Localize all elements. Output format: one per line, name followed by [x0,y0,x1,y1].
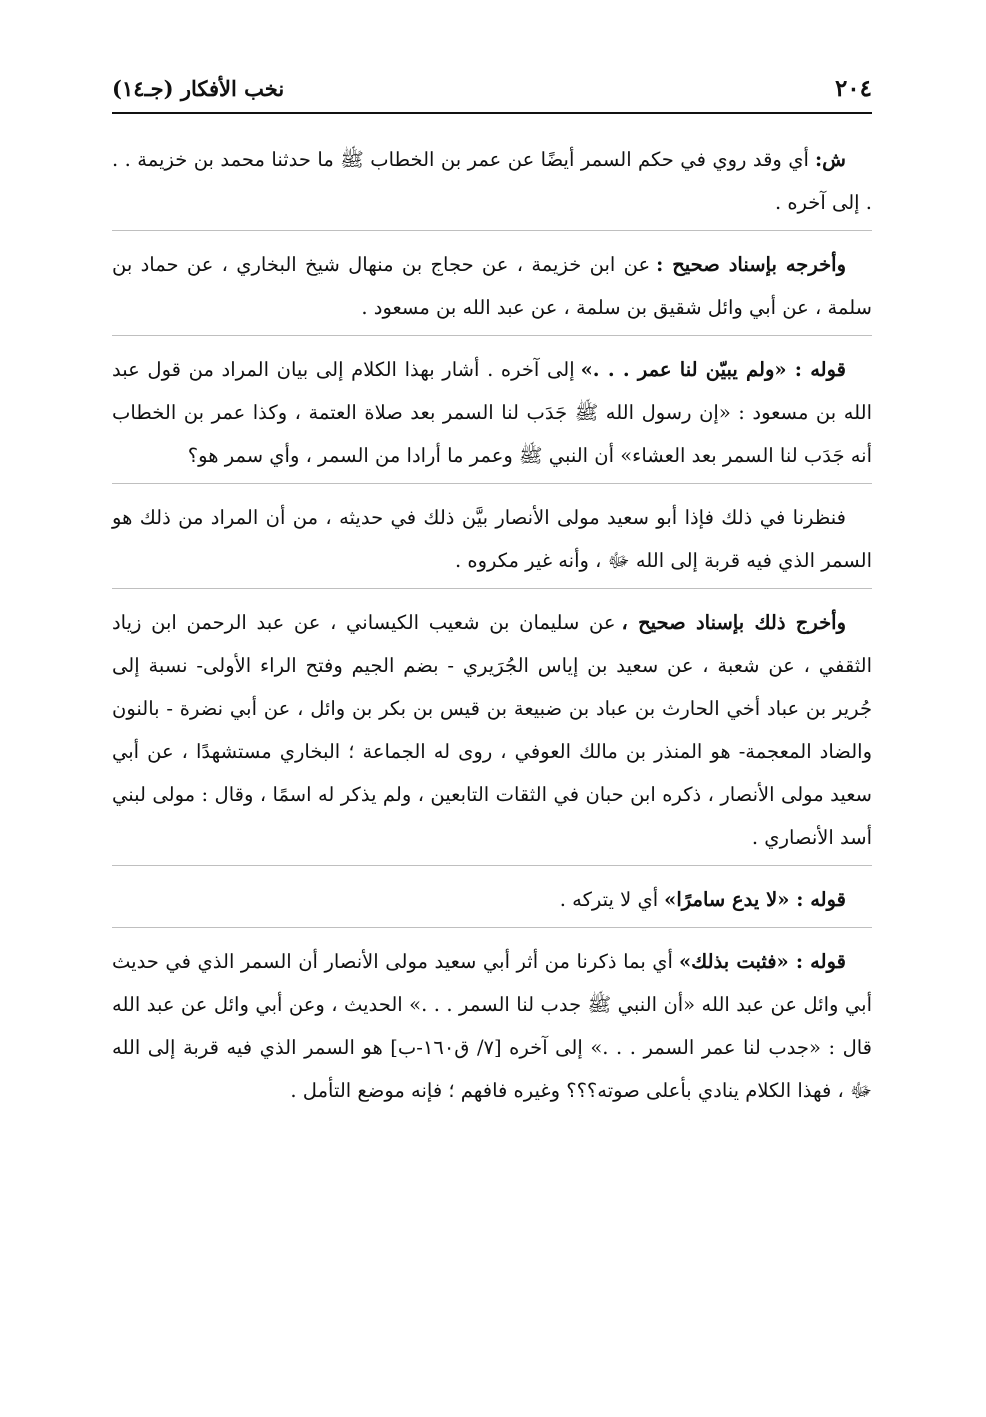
paragraph-text: عن سليمان بن شعيب الكيساني ، عن عبد الرحمن ابن زياد الثقفي ، عن شعبة ، عن سعيد بن إياس الجُرَيري - بضم الجيم وفتح الراء الأولى- نسبة إلى جُرير بن عباد أخي الحارث بن عباد بن ضبيعة بن قيس بن بكر بن وائل ، عن أبي نضرة - بالنون والضاد المعجمة- هو المنذر بن مالك العوفي ، روى له الجماعة ؛ البخاري مستشهدًا ، عن أبي سعيد مولى الأنصار ، ذكره ابن حبان في الثقات التابعين ، ولم يذكر له اسمًا ، وقال : مولى لبني أسد الأنصاري . [112,611,872,849]
paragraph-lead: ش: [814,148,846,171]
paragraph-la-yada [112,866,872,928]
paragraph-text: فنظرنا في ذلك فإذا أبو سعيد مولى الأنصار بيَّن ذلك في حديثه ، من أن المراد من ذلك هو السمر الذي فيه قربة إلى الله ﷻ ، وأنه غير مكروه . [112,506,872,572]
page-header [112,66,872,114]
paragraph-text: عن ابن خزيمة ، عن حجاج بن منهال شيخ البخاري ، عن حماد بن سلمة ، عن أبي وائل شقيق بن سلمة ، عن عبد الله بن مسعود . [112,253,872,319]
paragraph-lead: قوله : «فثبت بذلك» [678,950,846,973]
paragraph-abu-said [112,484,872,589]
paragraph-lead: قوله : «لا يدع سامرًا» [664,888,846,911]
page-number: ٢٠٤ [834,75,872,102]
paragraph-commentary [112,126,872,231]
paragraph-qawluhu-umar [112,336,872,484]
paragraph-lead: وأخرج ذلك بإسناد صحيح ، [621,611,847,634]
book-title: نخب الأفكار (جـ١٤) [112,76,285,101]
paragraph-text: إلى آخره . أشار بهذا الكلام إلى بيان المراد من قول عبد الله بن مسعود : «إن رسول الله ﷺ جَدَب لنا السمر بعد صلاة العتمة ، وكذا عمر بن الخطاب أنه جَدَب لنا السمر بعد العشاء» أن النبي ﷺ وعمر ما أرادا من السمر ، وأي سمر هو؟ [112,358,872,467]
paragraph-lead: قوله : «ولم يبيّن لنا عمر . . .» [580,358,846,381]
paragraph-text: أي لا يتركه . [559,888,659,911]
page-body [112,126,872,1118]
book-page [112,66,872,1417]
paragraph-lead: وأخرجه بإسناد صحيح : [656,253,846,276]
paragraph-isnad [112,231,872,336]
paragraph-thabata [112,928,872,1118]
paragraph-text: أي وقد روي في حكم السمر أيضًا عن عمر بن الخطاب ﷺ ما حدثنا محمد بن خزيمة . . . إلى آخره . [112,148,872,214]
paragraph-isnad-sulayman [112,589,872,866]
paragraph-text: أي بما ذكرنا من أثر أبي سعيد مولى الأنصار أن السمر الذي في حديث أبي وائل عن عبد الله «أن النبي ﷺ جدب لنا السمر . . .» الحديث ، وعن أبي وائل عن عبد الله قال : «جدب لنا عمر السمر . . .» إلى آخره [٧/ ق١٦٠-ب] هو السمر الذي فيه قربة إلى الله ﷻ ، فهذا الكلام ينادي بأعلى صوته؟؟؟ وغيره فافهم ؛ فإنه موضع التأمل . [112,950,872,1102]
